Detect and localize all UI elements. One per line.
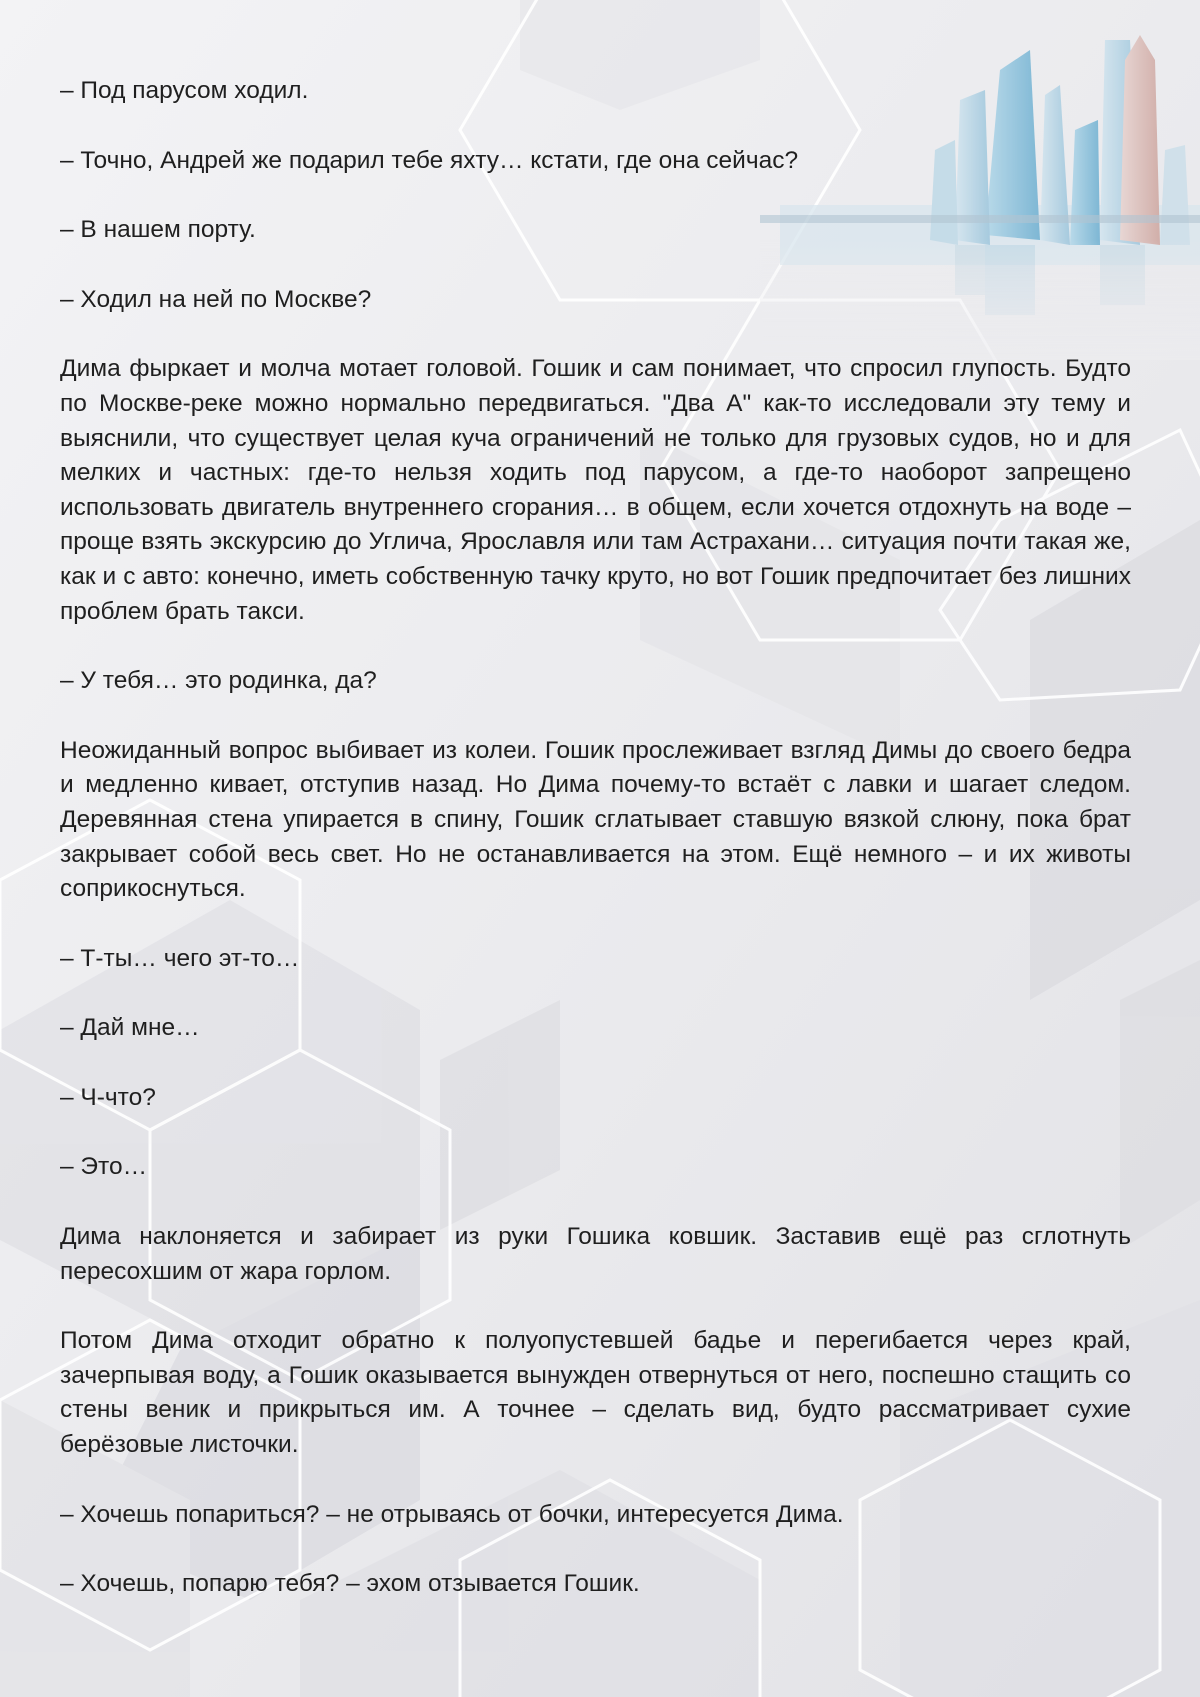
dialogue-line-7: – Дай мне… — [60, 1014, 200, 1042]
dialogue-line-1: – Под парусом ходил. — [60, 77, 309, 104]
dialogue-line-10: – Хочешь попариться? – не отрываясь от бочки, интересуется Дима. — [60, 1500, 844, 1528]
document-body — [60, 74, 1131, 1637]
dialogue-line-11: – Хочешь, попарю тебя? – эхом отзывается Гошик. — [60, 1570, 640, 1598]
narration-paragraph-3: Дима наклоняется и забирает из руки Гошика ковшик. Заставив ещё раз сглотнуть пересохшим от жара горлом. — [60, 1223, 1131, 1285]
dialogue-line-6: – Т-ты… чего эт-то… — [60, 944, 300, 972]
narration-paragraph-4: Потом Дима отходит обратно к полуопустевшей бадье и перегибается через край, зачерпывая воду, а Гошик оказывается вынужден отвернуться от него, поспешно стащить со стены веник и прикрыться им. А точнее – сделать вид, будто рассматривает сухие берёзовые листочки. — [60, 1327, 1131, 1459]
dialogue-line-2: – Точно, Андрей же подарил тебе яхту… кстати, где она сейчас? — [60, 146, 799, 174]
dialogue-line-8: – Ч-что? — [60, 1083, 156, 1111]
dialogue-line-5: – У тебя… это родинка, да? — [60, 667, 377, 695]
narration-paragraph-1: Дима фыркает и молча мотает головой. Гошик и сам понимает, что спросил глупость. Будто по Москве-реке можно нормально передвигаться. "Два А" как-то исследовали эту тему и выяснили, что существует целая куча ограничений не только для грузовых судов, но и для мелких и частных: где-то нельзя ходить под парусом, а где-то наоборот запрещено использовать двигатель внутреннего сгорания… в общем, если хочется отдохнуть на воде – проще взять экскурсию до Углича, Ярославля или там Астрахани… ситуация почти такая же, как и с авто: конечно, иметь собственную тачку круто, но вот Гошик предпочитает без лишних проблем брать такси. — [60, 355, 1131, 625]
dialogue-line-3: – В нашем порту. — [60, 216, 256, 244]
narration-paragraph-2: Неожиданный вопрос выбивает из колеи. Гошик прослеживает взгляд Димы до своего бедра и медленно кивает, отступив назад. Но Дима почему-то встаёт с лавки и шагает следом. Деревянная стена упирается в спину, Гошик сглатывает ставшую вязкой слюну, пока брат закрывает собой весь свет. Но не останавливается на этом. Ещё немного – и их животы соприкоснуться. — [60, 736, 1131, 903]
dialogue-line-4: – Ходил на ней по Москве? — [60, 285, 372, 313]
dialogue-line-9: – Это… — [60, 1153, 148, 1181]
